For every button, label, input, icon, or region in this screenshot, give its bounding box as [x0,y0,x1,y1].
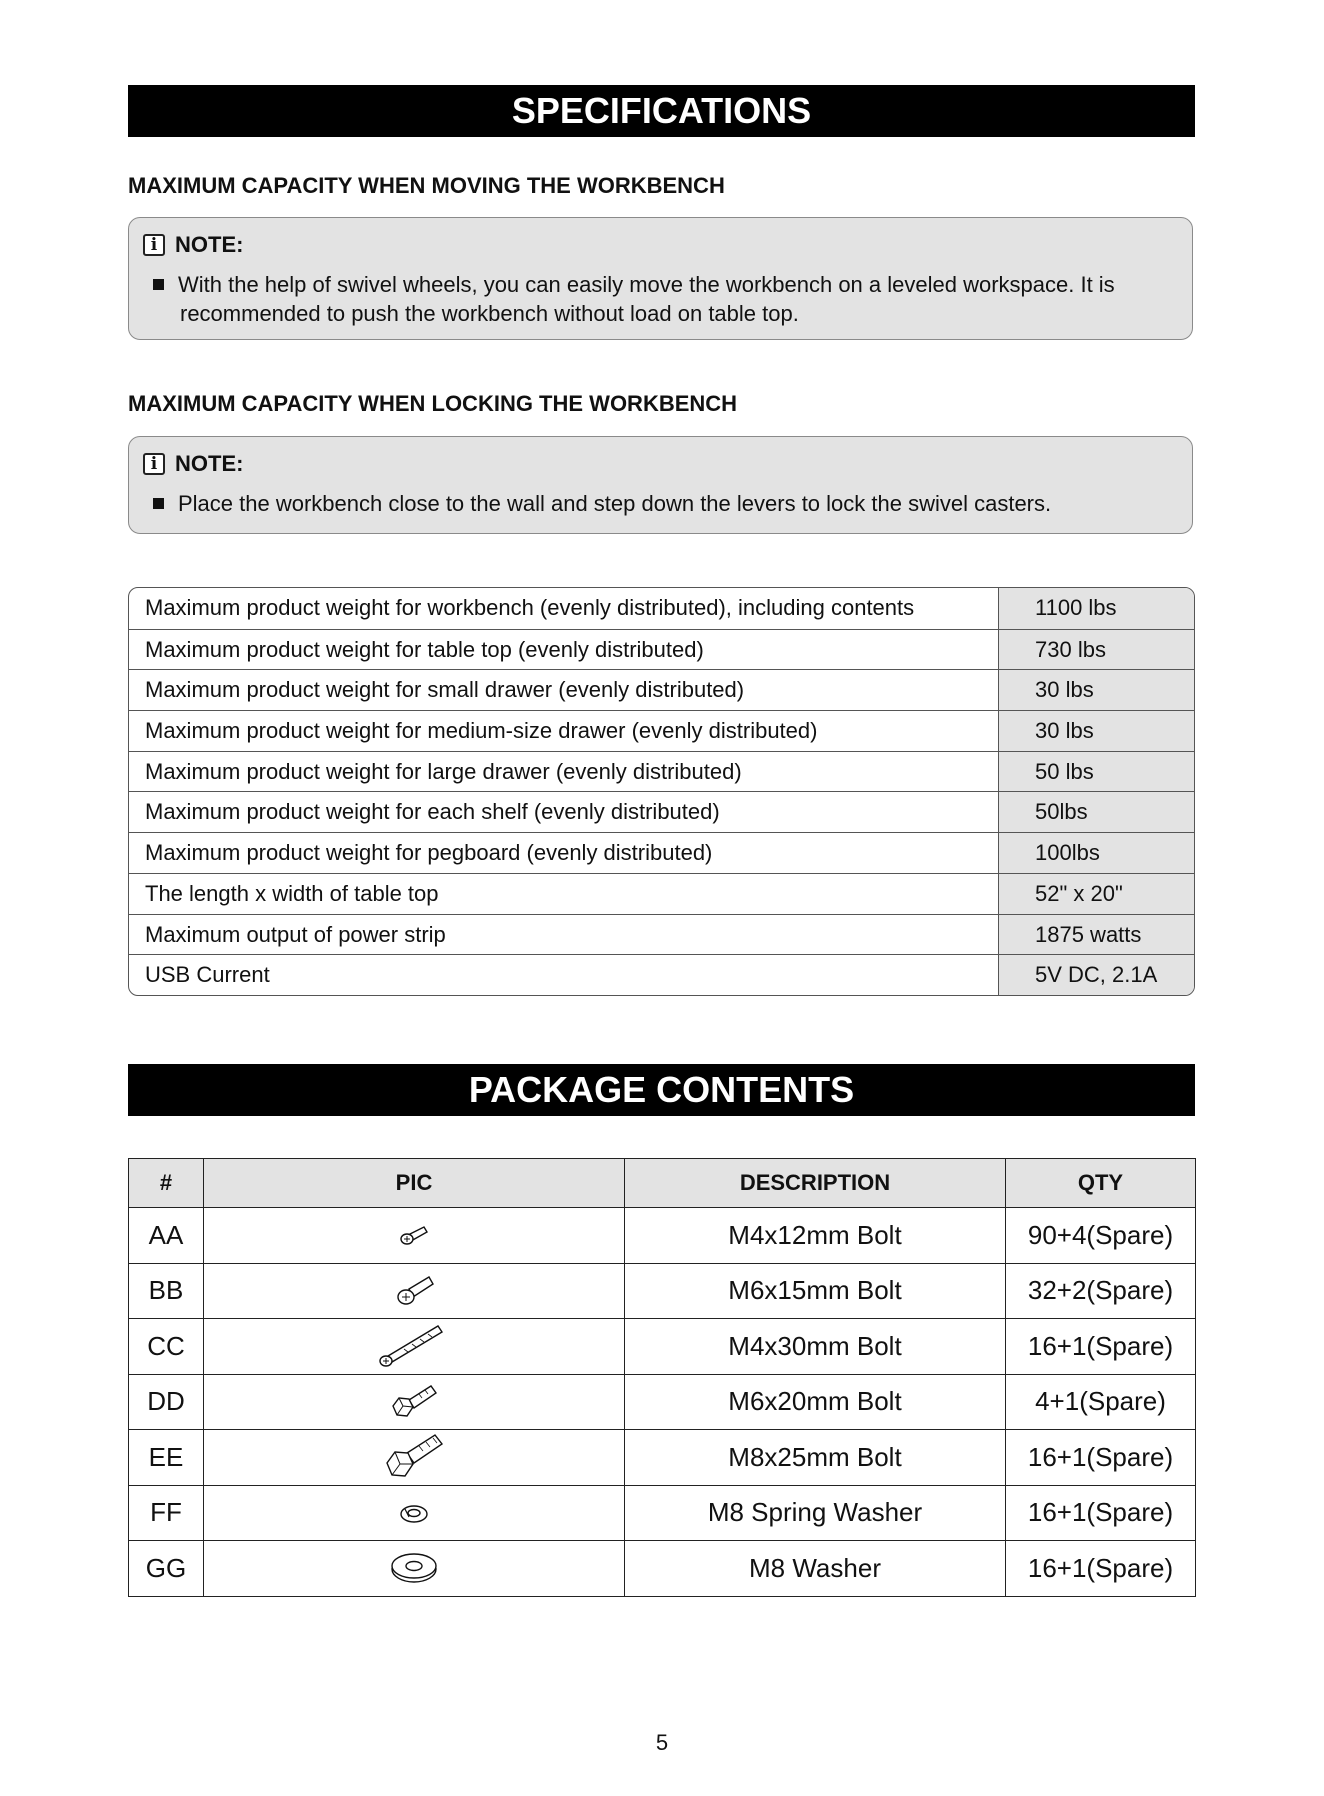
spec-label: The length x width of table top [129,874,999,914]
spec-label: Maximum product weight for medium-size drawer (evenly distributed) [129,711,999,751]
table-row [129,1208,1196,1264]
part-pic [204,1263,625,1319]
table-header-row [129,1159,1196,1208]
page-number: 5 [655,1730,669,1755]
note-line-2: recommended to push the workbench without load on table top. [180,301,799,326]
col-header-description: DESCRIPTION [625,1159,1006,1208]
note-label: NOTE: [175,451,244,476]
spec-label: USB Current [129,955,999,995]
part-pic [204,1541,625,1597]
table-row [129,1485,1196,1541]
part-pic [204,1374,625,1430]
part-qty: 16+1(Spare) [1006,1319,1196,1375]
locking-note-box [128,436,1193,534]
spec-row [129,629,1194,670]
spec-value: 50 lbs [999,752,1194,792]
part-code: AA [129,1208,204,1264]
large-hex-bolt-icon [379,1431,449,1483]
col-header-pic: PIC [204,1159,625,1208]
spec-row [129,832,1194,873]
spec-row [129,954,1194,995]
table-row [129,1541,1196,1597]
spec-value: 730 lbs [999,630,1194,670]
part-description: M8 Washer [625,1541,1006,1597]
part-code: GG [129,1541,204,1597]
note-label: NOTE: [175,232,244,257]
spec-value: 52" x 20" [999,874,1194,914]
spec-row [129,588,1194,629]
spec-label: Maximum product weight for pegboard (evenly distributed) [129,833,999,873]
spec-row [129,873,1194,914]
moving-note-text [153,270,1172,328]
part-description: M8 Spring Washer [625,1485,1006,1541]
note-line-1: Place the workbench close to the wall and step down the levers to lock the swivel casters. [178,491,1052,516]
spec-label: Maximum output of power strip [129,915,999,955]
part-pic [204,1319,625,1375]
spec-label: Maximum product weight for table top (evenly distributed) [129,630,999,670]
specifications-table [128,587,1195,996]
locking-capacity-heading: MAXIMUM CAPACITY WHEN LOCKING THE WORKBENCH [128,391,738,416]
spec-value: 1875 watts [999,915,1194,955]
table-row [129,1263,1196,1319]
part-code: BB [129,1263,204,1319]
note-title [143,451,243,477]
part-code: DD [129,1374,204,1430]
package-contents-banner: PACKAGE CONTENTS [128,1064,1195,1116]
info-icon: i [143,234,165,256]
long-phillips-bolt-icon [374,1322,454,1370]
part-description: M8x25mm Bolt [625,1430,1006,1486]
specifications-banner: SPECIFICATIONS [128,85,1195,137]
spring-washer-icon [397,1501,431,1525]
spec-label: Maximum product weight for large drawer (evenly distributed) [129,752,999,792]
spec-row [129,669,1194,710]
part-qty: 4+1(Spare) [1006,1374,1196,1430]
part-qty: 16+1(Spare) [1006,1485,1196,1541]
moving-capacity-heading: MAXIMUM CAPACITY WHEN MOVING THE WORKBENCH [128,173,725,198]
part-pic [204,1485,625,1541]
spec-row [129,914,1194,955]
locking-note-text [153,489,1172,518]
part-qty: 90+4(Spare) [1006,1208,1196,1264]
spec-value: 5V DC, 2.1A [999,955,1194,995]
part-description: M6x15mm Bolt [625,1263,1006,1319]
spec-row [129,751,1194,792]
part-description: M4x12mm Bolt [625,1208,1006,1264]
part-qty: 16+1(Spare) [1006,1430,1196,1486]
spec-value: 50lbs [999,792,1194,832]
part-pic [204,1208,625,1264]
part-qty: 16+1(Spare) [1006,1541,1196,1597]
spec-label: Maximum product weight for workbench (evenly distributed), including contents [129,588,999,629]
hex-bolt-icon [385,1380,443,1424]
spec-value: 100lbs [999,833,1194,873]
part-code: FF [129,1485,204,1541]
note-title [143,232,243,258]
col-header-qty: QTY [1006,1159,1196,1208]
phillips-bolt-icon [389,1271,439,1311]
flat-washer-icon [388,1551,440,1585]
table-row [129,1430,1196,1486]
spec-value: 30 lbs [999,711,1194,751]
bullet-icon [153,498,164,509]
part-pic [204,1430,625,1486]
table-row [129,1319,1196,1375]
part-description: M4x30mm Bolt [625,1319,1006,1375]
info-icon: i [143,453,165,475]
part-code: CC [129,1319,204,1375]
part-code: EE [129,1430,204,1486]
small-phillips-bolt-icon [394,1220,434,1250]
spec-value: 1100 lbs [999,588,1194,629]
part-qty: 32+2(Spare) [1006,1263,1196,1319]
spec-row [129,791,1194,832]
spec-label: Maximum product weight for each shelf (evenly distributed) [129,792,999,832]
package-contents-table [128,1158,1196,1597]
spec-label: Maximum product weight for small drawer (evenly distributed) [129,670,999,710]
table-row [129,1374,1196,1430]
spec-value: 30 lbs [999,670,1194,710]
bullet-icon [153,279,164,290]
spec-row [129,710,1194,751]
part-description: M6x20mm Bolt [625,1374,1006,1430]
col-header-num: # [129,1159,204,1208]
note-line-1: With the help of swivel wheels, you can easily move the workbench on a leveled workspace. It is [178,272,1115,297]
moving-note-box [128,217,1193,340]
